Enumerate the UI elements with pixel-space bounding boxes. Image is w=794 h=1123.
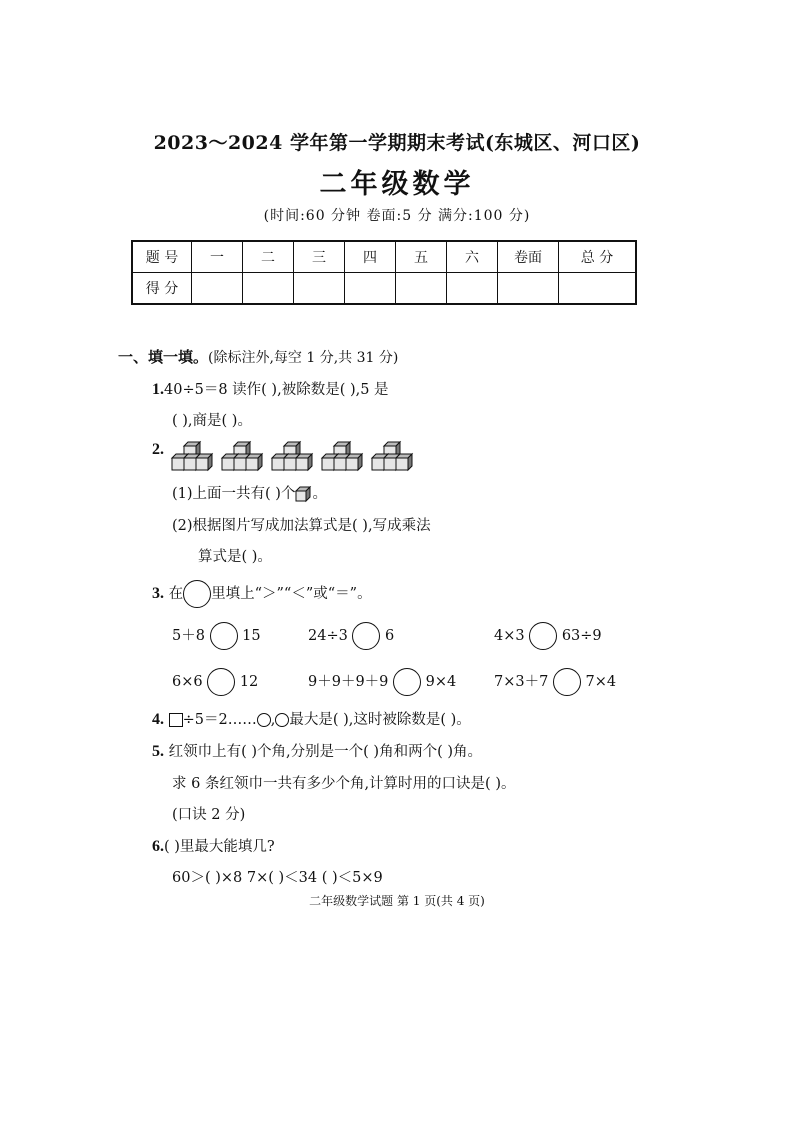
question-text: ( )里最大能填几? [164,839,275,855]
square-blank-icon [169,713,183,727]
question-text: 最大是( ),这时被除数是( )。 [289,712,471,728]
score-cell-empty [294,273,345,305]
cube-stack [372,442,412,470]
compare-right: 6 [385,628,395,644]
question-text: (1)上面一共有( )个 [172,486,296,502]
question-4 [152,708,471,729]
score-table-cell: 题 号 [132,241,192,273]
score-table-cell: 二 [243,241,294,273]
cube-stack [272,442,312,470]
exam-title: 2023～2024 学年第一学期期末考试(东城区、河口区) [153,132,641,154]
circle-blank-icon [183,580,211,608]
small-circle-icon [257,713,271,727]
compare-circle[interactable] [210,622,238,650]
score-table-cell: 三 [294,241,345,273]
cube-stack [172,442,212,470]
cube-stacks-figure [170,440,420,472]
compare-right: 7×4 [585,674,617,690]
exam-info: (时间:60 分钟 卷面:5 分 满分:100 分) [263,208,531,224]
compare-right: 15 [242,628,261,644]
score-cell-empty [396,273,447,305]
compare-item [308,668,456,696]
question-number: 2. [152,441,164,458]
question-1-line2: ( ),商是( )。 [172,413,252,429]
question-text: ÷5＝2…… [182,712,257,728]
score-table-cell: 六 [447,241,498,273]
compare-left: 7×3＋7 [494,674,549,690]
score-cell-empty [192,273,243,305]
page-footer: 二年级数学试题 第 1 页(共 4 页) [309,894,485,908]
compare-right: 63÷9 [561,628,602,644]
question-1-line1 [152,378,389,399]
section-title: 一、填一填。 [118,348,209,366]
score-table-header-row [132,241,636,273]
question-text: 。 [312,486,327,502]
compare-right: 9×4 [425,674,457,690]
score-cell-empty [243,273,294,305]
question-6-line2: 60＞( )×8 7×( )＜34 ( )＜5×9 [172,870,383,886]
question-3-prompt [152,580,372,608]
score-cell-empty [498,273,559,305]
compare-circle[interactable] [352,622,380,650]
question-2-sub2-line2: 算式是( )。 [198,549,272,565]
question-number: 6. [152,838,164,855]
compare-left: 4×3 [494,628,525,644]
compare-item [172,622,261,650]
question-2-number [152,441,164,459]
score-table-score-row [132,273,636,305]
question-text: 红领巾上有( )个角,分别是一个( )角和两个( )角。 [168,744,482,760]
question-number: 1. [152,381,164,398]
compare-circle[interactable] [207,668,235,696]
question-text: 40÷5＝8 读作( ),被除数是( ),5 是 [164,382,389,398]
score-table-cell: 五 [396,241,447,273]
score-cell-empty [345,273,396,305]
cube-stack [222,442,262,470]
compare-left: 24÷3 [308,628,348,644]
question-2-sub2-line1: (2)根据图片写成加法算式是( ),写成乘法 [172,518,431,534]
score-cell-empty [447,273,498,305]
question-5-line2: 求 6 条红领巾一共有多少个角,计算时用的口诀是( )。 [172,776,516,792]
question-5-line1 [152,740,482,761]
question-number: 3. [152,585,164,602]
compare-circle[interactable] [529,622,557,650]
question-text: 里填上“＞”“＜”或“＝”。 [211,586,372,602]
section-heading [118,346,398,367]
question-2-sub1 [172,482,327,503]
compare-left: 9＋9＋9＋9 [308,674,389,690]
score-cell-empty [559,273,637,305]
score-table-cell: 得 分 [132,273,192,305]
score-table-cell: 卷面 [498,241,559,273]
compare-item [308,622,394,650]
question-5-line3: (口诀 2 分) [172,807,246,823]
subject-title: 二年级数学 [319,169,475,200]
question-text: , [270,712,276,728]
small-cube-icon [295,486,312,503]
score-table-cell: 总 分 [559,241,637,273]
section-note: (除标注外,每空 1 分,共 31 分) [208,350,399,366]
compare-right: 12 [239,674,259,690]
compare-left: 5＋8 [172,628,205,644]
question-number: 4. [152,711,164,728]
question-number: 5. [152,743,164,760]
cube-stack [322,442,362,470]
question-text: 在 [168,586,184,602]
compare-left: 6×6 [172,674,203,690]
compare-item [172,668,258,696]
compare-item [494,622,602,650]
score-table-cell: 一 [192,241,243,273]
small-circle-icon [275,713,289,727]
compare-circle[interactable] [553,668,581,696]
compare-circle[interactable] [393,668,421,696]
compare-item [494,668,616,696]
question-6-line1 [152,835,275,856]
score-table [131,240,637,305]
score-table-cell: 四 [345,241,396,273]
